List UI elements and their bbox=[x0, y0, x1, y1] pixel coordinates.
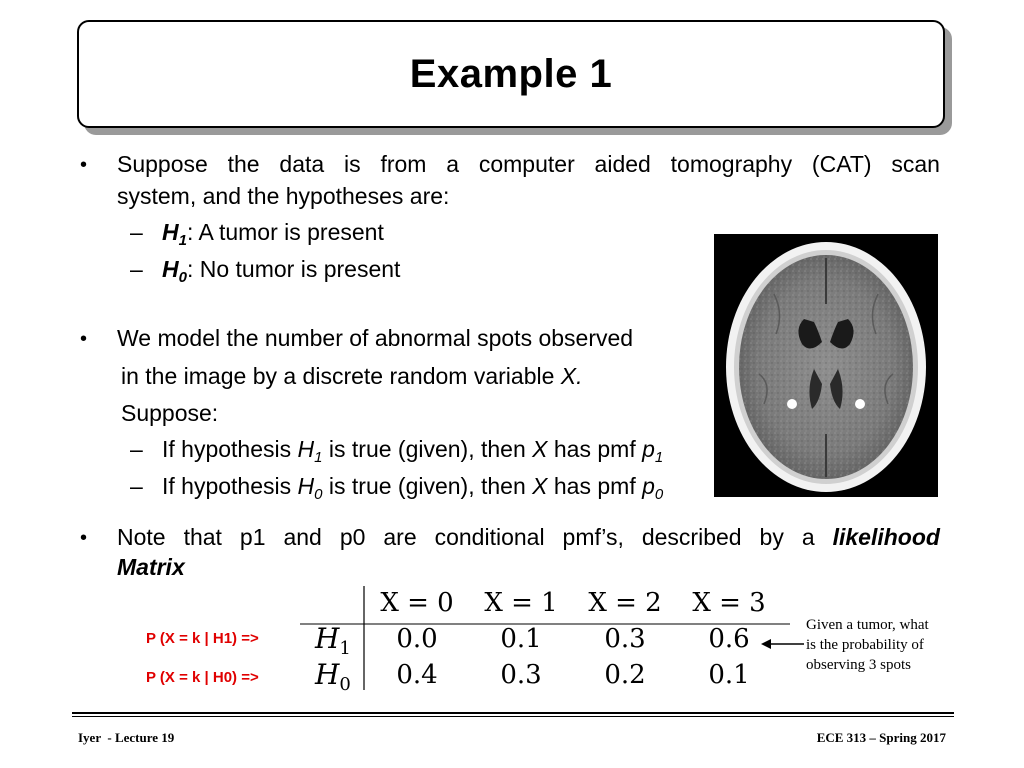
title-box bbox=[77, 20, 945, 128]
hypothesis-h1: $H_1$: A tumor is present bbox=[162, 219, 384, 249]
matrix-cell: 0.1 bbox=[500, 624, 542, 654]
bullet-3-line-1 bbox=[117, 523, 940, 551]
bullet-2-marker: • bbox=[80, 328, 88, 350]
word: Note bbox=[117, 524, 166, 550]
word: p0 bbox=[339, 524, 366, 550]
bullet-3-line-2: Matrix bbox=[117, 554, 185, 580]
annotation-note: Given a tumor, what is the probability of observing 3 spots bbox=[806, 617, 929, 673]
word: (CAT) bbox=[811, 151, 872, 177]
word: scan bbox=[891, 151, 940, 177]
word: a bbox=[801, 524, 815, 550]
row-label-h1: P (X = k | H1) => bbox=[146, 630, 259, 647]
bullet-1-line-2: system, and the hypotheses are: bbox=[117, 183, 450, 209]
sub-bullet-h0-pmf: If hypothesis $H_0$ is true (given), then X has pmf $p_0$ bbox=[162, 473, 664, 503]
bullet-1-marker: • bbox=[80, 154, 88, 176]
word: that bbox=[183, 524, 222, 550]
matrix-cell: 0.2 bbox=[604, 660, 646, 690]
brain-ct-scan-image bbox=[714, 234, 938, 497]
word: and bbox=[283, 524, 322, 550]
word: computer bbox=[478, 151, 575, 177]
word: a bbox=[446, 151, 460, 177]
footer-left: Iyer - Lecture 19 bbox=[78, 730, 175, 745]
matrix-col-header: X = 1 bbox=[484, 588, 558, 618]
matrix-col-header: X = 3 bbox=[692, 588, 766, 618]
matrix-cell: 0.0 bbox=[396, 624, 438, 654]
bullet-3-marker: • bbox=[80, 527, 88, 549]
matrix-cell: 0.3 bbox=[500, 660, 542, 690]
word: is bbox=[344, 151, 361, 177]
matrix-col-header: X = 0 bbox=[380, 588, 454, 618]
matrix-cell: 0.4 bbox=[396, 660, 438, 690]
dash-marker: – bbox=[130, 473, 143, 499]
matrix-row-label-h1: $H_1$ bbox=[315, 622, 351, 659]
word: aided bbox=[594, 151, 651, 177]
row-label-h0: P (X = k | H0) => bbox=[146, 669, 259, 686]
matrix-row-label-h0: $H_0$ bbox=[315, 658, 351, 695]
brain-ct-scan-icon bbox=[714, 234, 938, 497]
word: Suppose bbox=[117, 151, 208, 177]
bullet-2-line-3: Suppose: bbox=[121, 400, 219, 426]
bullet-2-line-2: in the image by a discrete random variable X. bbox=[121, 363, 583, 389]
dash-marker: – bbox=[130, 256, 143, 282]
matrix-col-header: X = 2 bbox=[588, 588, 662, 618]
word: by bbox=[759, 524, 784, 550]
dash-marker: – bbox=[130, 436, 143, 462]
word: conditional bbox=[434, 524, 545, 550]
left-arrow-icon bbox=[760, 636, 806, 652]
word: from bbox=[380, 151, 427, 177]
hypothesis-h0: $H_0$: No tumor is present bbox=[162, 256, 401, 286]
dash-marker: – bbox=[130, 219, 143, 245]
word: the bbox=[227, 151, 260, 177]
bullet-2-line-1: We model the number of abnormal spots observed bbox=[117, 325, 634, 351]
footer-rule bbox=[72, 712, 954, 714]
word: tomography bbox=[670, 151, 793, 177]
word: p1 bbox=[239, 524, 266, 550]
page-title: Example 1 bbox=[409, 51, 613, 96]
bullet-1-line-1 bbox=[117, 150, 940, 178]
footer-right: ECE 313 – Spring 2017 bbox=[816, 730, 946, 745]
word: likelihood bbox=[832, 524, 940, 550]
word: described bbox=[641, 524, 742, 550]
matrix-cell: 0.3 bbox=[604, 624, 646, 654]
word: pmf’s, bbox=[562, 524, 624, 550]
sub-bullet-h1-pmf: If hypothesis $H_1$ is true (given), then X has pmf $p_1$ bbox=[162, 436, 664, 466]
likelihood-matrix bbox=[300, 584, 790, 694]
word: data bbox=[279, 151, 325, 177]
footer-rule bbox=[72, 716, 954, 717]
matrix-cell: 0.6 bbox=[708, 624, 750, 654]
matrix-cell: 0.1 bbox=[708, 660, 750, 690]
word: are bbox=[383, 524, 417, 550]
